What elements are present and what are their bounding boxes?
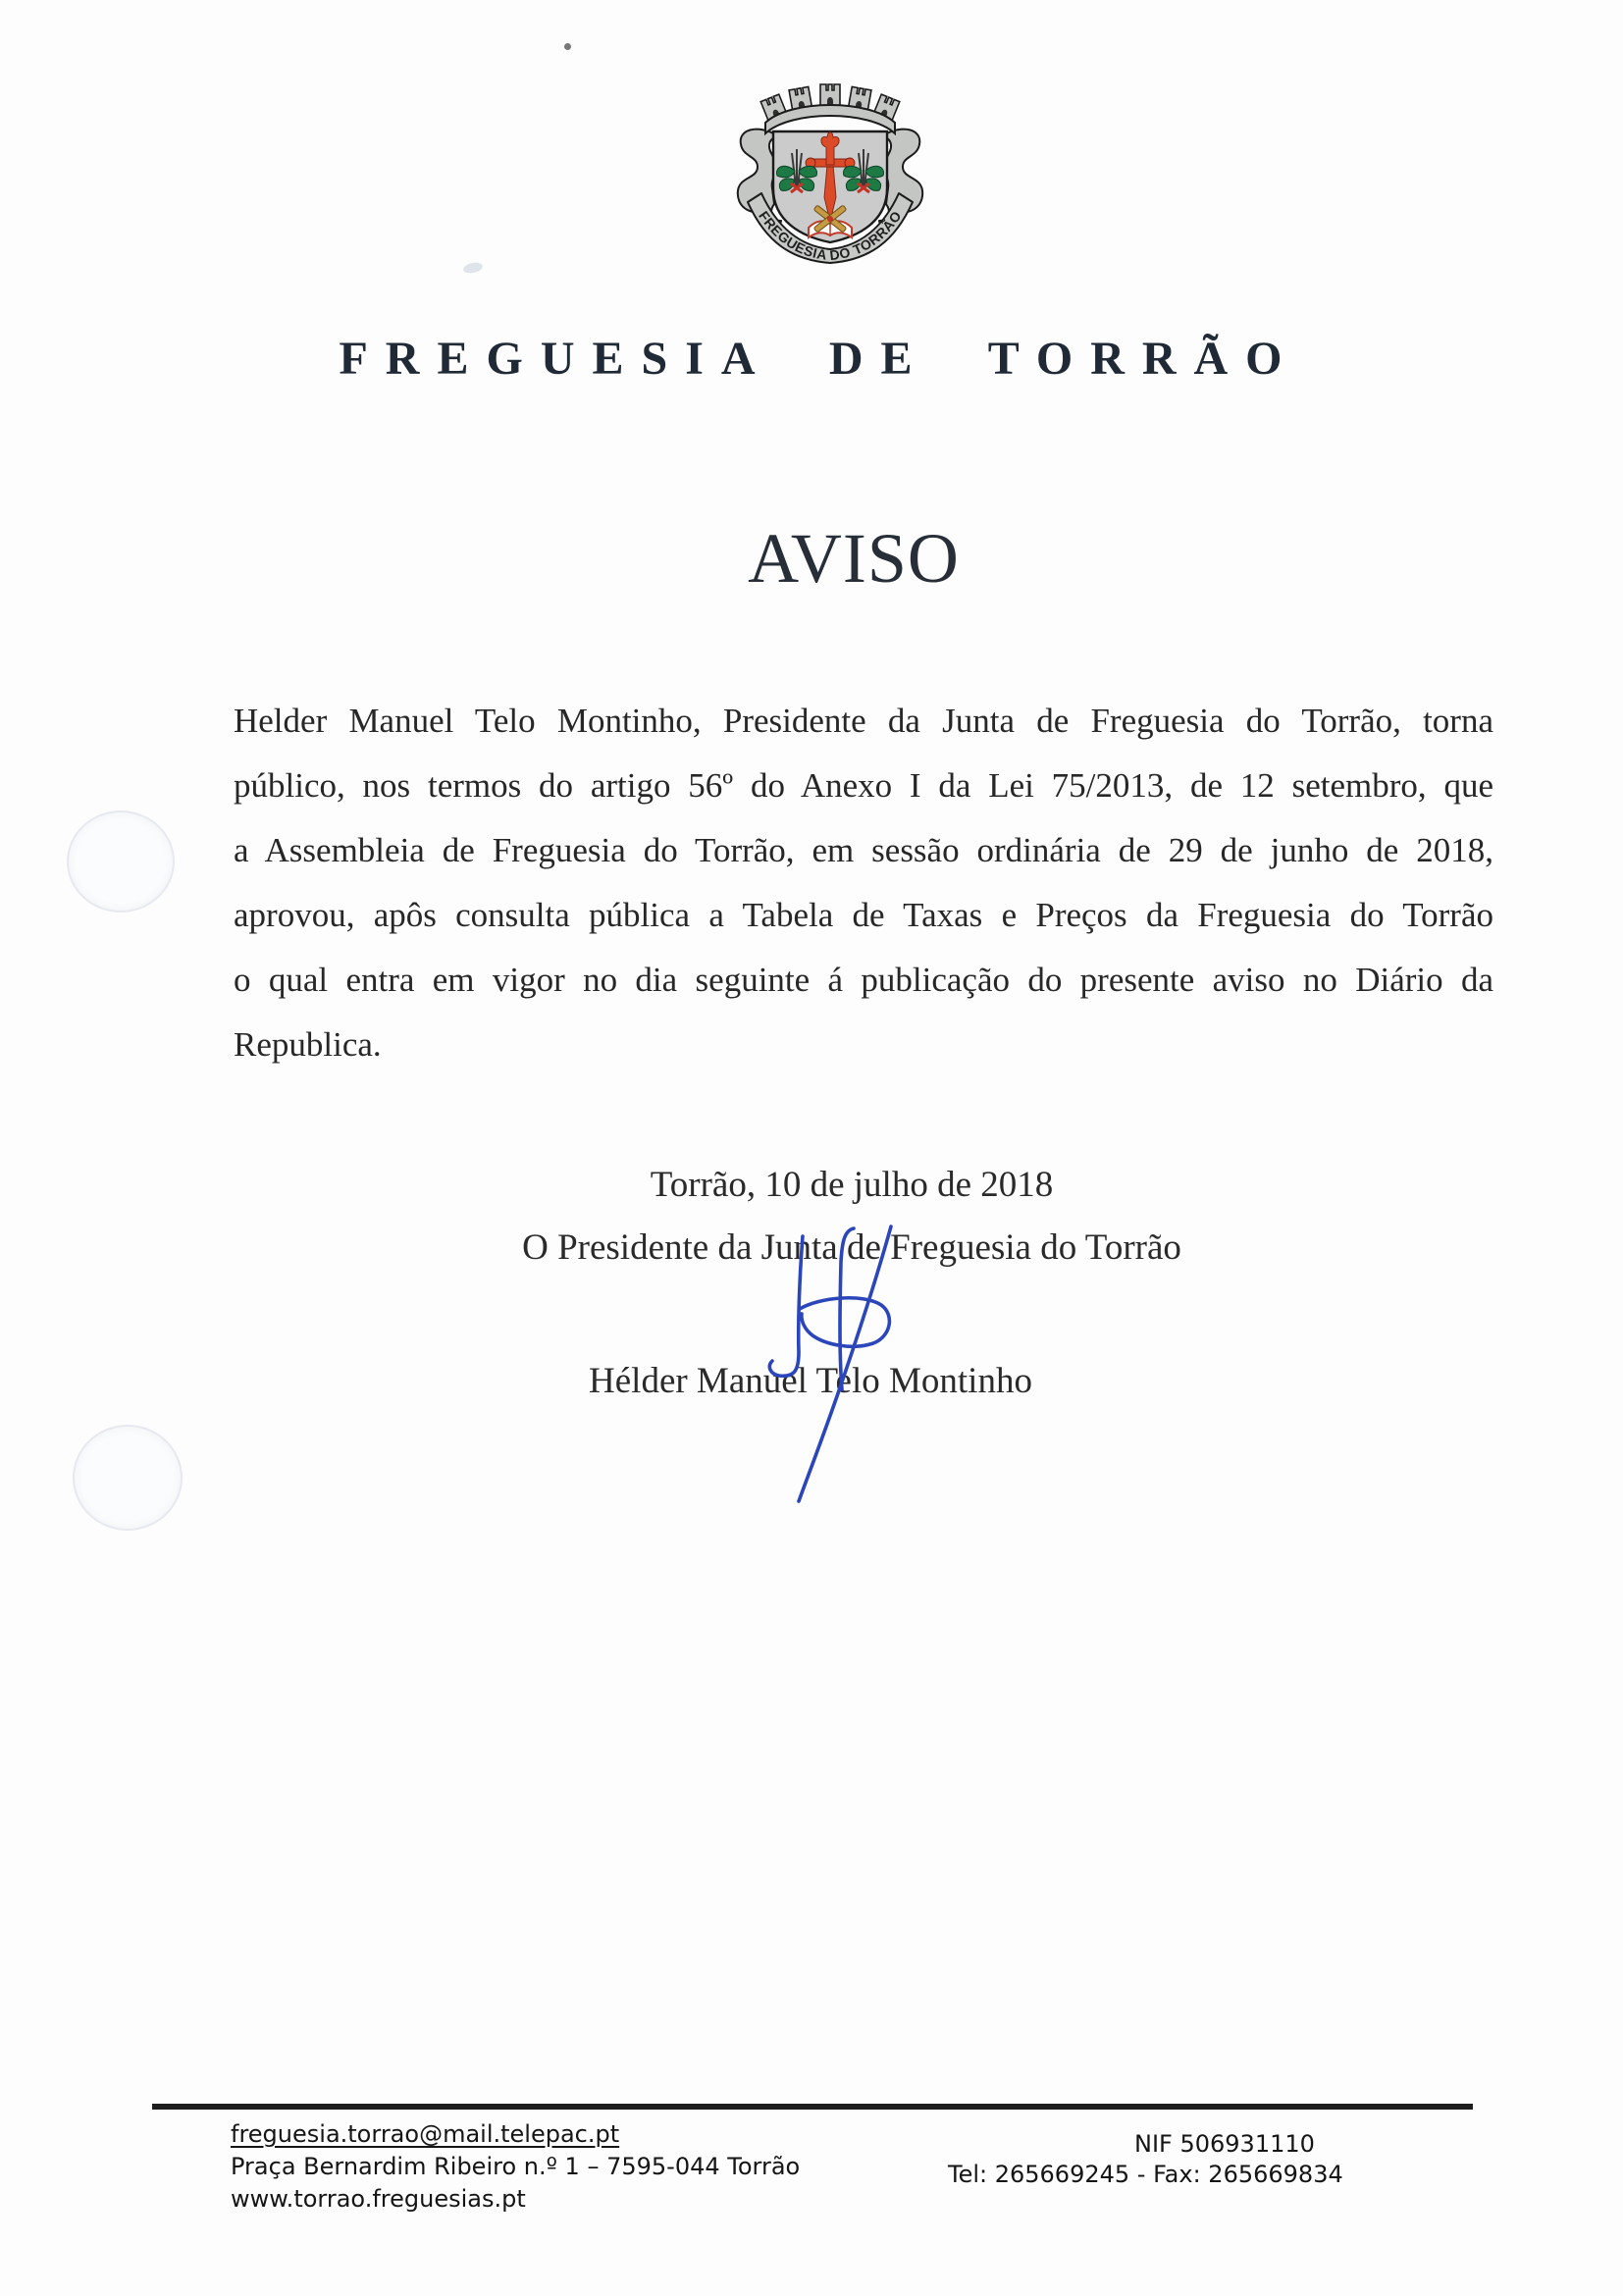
dateline: Torrão, 10 de julho de 2018 [650, 1165, 1054, 1205]
footer-tel-fax: Tel: 265669245 - Fax: 265669834 [948, 2161, 1343, 2188]
organization-title: FREGUESIA DE TORRÃO [339, 333, 1300, 385]
body-line: aprovou, apôs consulta pública a Tabela de Taxas e Preços da Freguesia do Torrão [234, 896, 1493, 934]
punch-hole-shadow [67, 810, 175, 913]
body-line: a Assembleia de Freguesia do Torrão, em sessão ordinária de 29 de junho de 2018, [234, 831, 1493, 869]
footer-nif: NIF 506931110 [1134, 2130, 1315, 2158]
body-line: Republica. [234, 1025, 382, 1064]
footer-contact-block [231, 2118, 800, 2216]
footer-address: Praça Bernardim Ribeiro n.º 1 – 7595-044 Torrão [231, 2153, 801, 2180]
signer-role: O Presidente da Junta de Freguesia do Torrão [522, 1227, 1181, 1268]
coat-of-arms-icon [722, 82, 938, 292]
crest-banner-text: FREGUESIA DO TORRÃO [756, 207, 905, 264]
punch-hole-shadow [73, 1425, 183, 1531]
notice-body [234, 689, 1493, 1077]
body-line: Helder Manuel Telo Montinho, Presidente da Junta de Freguesia do Torrão, torna [234, 702, 1493, 740]
body-line: o qual entra em vigor no dia seguinte á publicação do presente aviso no Diário da [234, 961, 1493, 999]
scan-dot-artifact [564, 43, 571, 50]
footer-fiscal-block [948, 2129, 1360, 2190]
handwritten-signature [677, 1215, 903, 1509]
footer-divider [152, 2104, 1473, 2110]
footer-website: www.torrao.freguesias.pt [231, 2185, 526, 2213]
scan-smudge-artifact [462, 261, 484, 275]
signer-name: Hélder Manuel Telo Montinho [589, 1361, 1032, 1401]
notice-heading: AVISO [748, 519, 960, 598]
footer-email-link[interactable]: freguesia.torrao@mail.telepac.pt [231, 2120, 620, 2148]
body-line: público, nos termos do artigo 56º do Anexo I da Lei 75/2013, de 12 setembro, que [234, 766, 1493, 805]
